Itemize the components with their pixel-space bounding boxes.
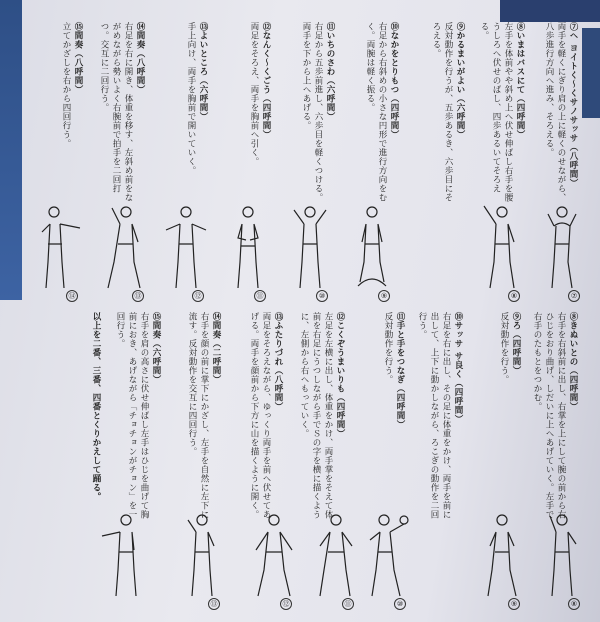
step-column: ⑪手と手をつなぎ（四呼間） 反対動作を行う。	[383, 312, 405, 429]
step-column: ⑭間奏（二呼間） 右手を顔の前に掌下にかざし、左手を自然に左下に流す。反対動作を交互に四回行う。	[187, 312, 221, 519]
step-column: ⑬よいところ（六呼間） 手上向け、両手を胸前で開いていく。	[186, 22, 208, 175]
cover-edge	[0, 0, 22, 300]
cover-top-edge	[500, 0, 600, 22]
dancer-figure: ⑩	[366, 510, 410, 610]
dancer-figure: ⑬	[104, 202, 148, 302]
step-column: ⑦ヘ ヨイトく〜くサノサッサ（八呼間） 両手を軽くにぎり肩の上に軽くのせながら、八歩進行方向へ進み、そろえる。	[544, 22, 578, 202]
step-column: ⑫なんく〜くごう（四呼間） 両足をそろえ、両手を胸前へ引く。	[249, 22, 271, 166]
step-column: ⑨かるまいがよい（六呼間） 反対動作を行うが、五歩あるき、六歩目にそろえる。	[431, 22, 465, 202]
top-section	[30, 22, 585, 312]
dancer-figure: ⑫	[164, 202, 208, 302]
dancer-figure: ⑦	[540, 202, 584, 302]
step-column: ⑩なかをとりもつ（四呼間） 右足から右斜めの小さな円形で進行方向をむく。両腕は軽く振る。	[365, 22, 399, 202]
dancer-figure: ⑬	[180, 510, 224, 610]
step-column: ⑫こくぞうまいりも（四呼間） 左足を左横に出し、体重をかけ、両手掌をそえて体前を右足にうつしながら手でＳの字を横に描くように、左側から右へもっていく。	[299, 312, 345, 519]
step-column: ⑮間奏（八呼間） 立てかざしを右から四回行う。	[61, 22, 83, 148]
dancer-figure: ⑧	[540, 510, 584, 610]
dancer-figure: ⑪	[314, 510, 358, 610]
dancer-figure	[100, 510, 144, 610]
step-column: ⑩サッサ サ良く（四呼間） 右足を右に出し、その足に体重をかけ、両手を前に出して、上下に動かしながら、ろこぎの動作を二回行う。	[417, 312, 463, 519]
step-column: ⑨ろ（四呼間） 反対動作を行う。	[499, 312, 521, 384]
step-column: ⑬ふたりづれ（八呼間） 両足をそろえながら、ゆっくり両手を前へ伏せてあげる。両手を顔前から下方に山を描くように開く。	[249, 312, 283, 519]
dancer-figure: ⑪	[226, 202, 270, 302]
dancer-figure: ⑨	[480, 510, 524, 610]
step-column: 以上を二番、三番、四番とくりかえして踊る。	[91, 312, 101, 501]
step-column: ⑪いちのさわ（六呼間） 右足から五歩前進し、六歩目を軽くつける。両手を下から上へあげる。	[301, 22, 335, 202]
step-column: ⑧きぬいとの（四呼間） 右手を右斜前に出し、右掌を上にして腕の前から右ひじをおり曲げ、しだいに上へあげていく。左手で右手のたもとをつかむ。	[532, 312, 578, 519]
dancer-figure: ⑧	[480, 202, 524, 302]
step-column: ⑮間奏（六呼間） 右手を肩の高さに伏せ伸ばし左手はひじを曲げて胸前におき、あげながら「チョチョンがチョン」を一回行う。	[115, 312, 161, 519]
dancer-figure: ⑭	[38, 202, 82, 302]
bottom-section	[30, 312, 585, 612]
dancer-figure: ⑫	[252, 510, 296, 610]
dancer-figure: ⑩	[288, 202, 332, 302]
step-column: ⑧いまはバスにて（四呼間） 左手を体前やや斜め上へ伏せ伸ばし右手を腰うしろへ伏せのばし、四歩あるいてそろえる。	[479, 22, 525, 202]
step-column: ⑭間奏（八呼間） 右足を右に開き、体重を移す、左斜め前をながめながら勢いよく右腕前で拍手を二回打つ。交互に二回行う。	[99, 22, 145, 202]
dancer-figure: ⑨	[350, 202, 394, 302]
